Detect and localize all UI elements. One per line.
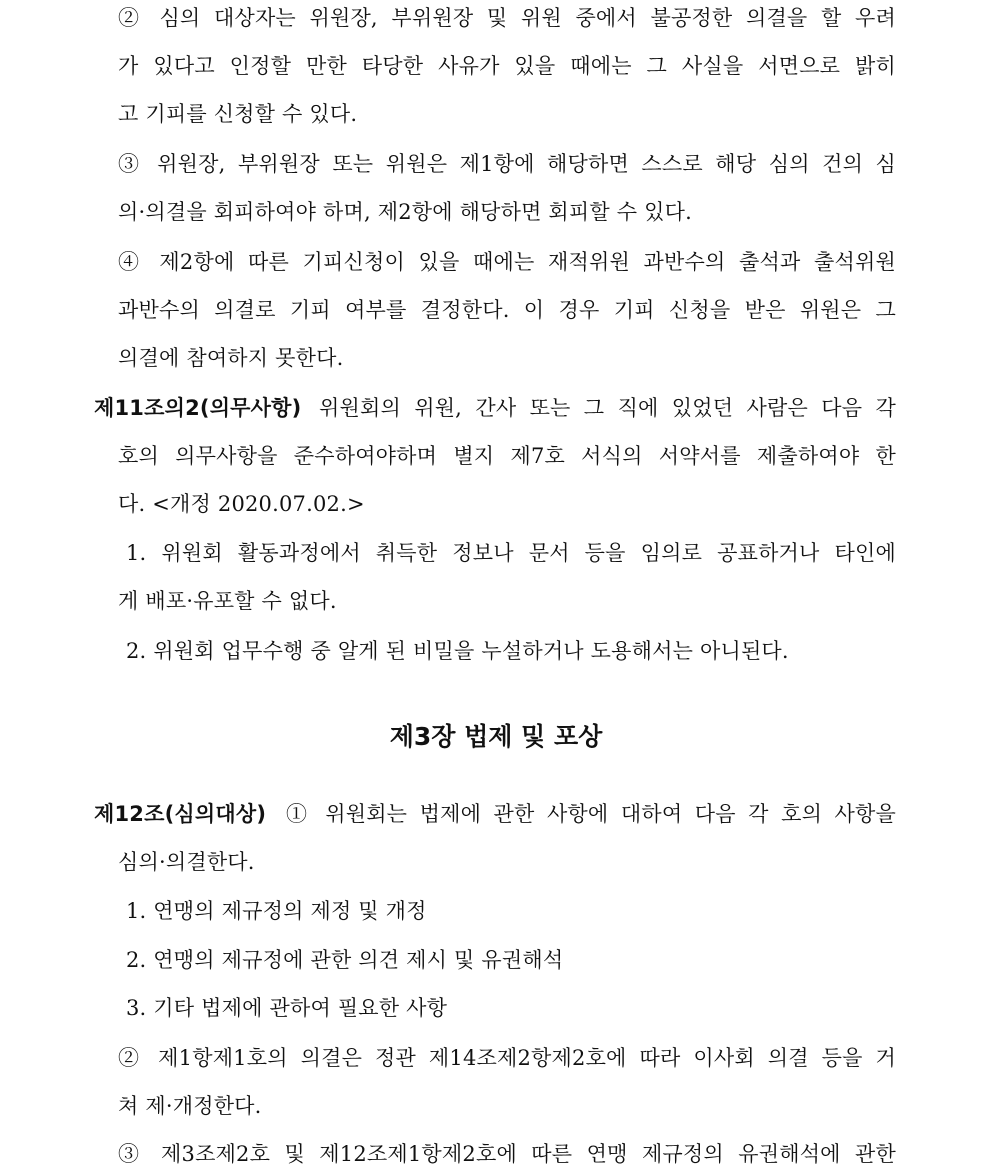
art11-para3-line1: ③ 위원장, 부위원장 또는 위원은 제1항에 해당하면 스스로 해당 심의 건의 심 xyxy=(118,152,896,176)
art11-para2-line2: 가 있다고 인정할 만한 타당한 사유가 있을 때에는 그 사실을 서면으로 밝히 xyxy=(118,54,896,78)
art11-2-line2: 호의 의무사항을 준수하여야하며 별지 제7호 서식의 서약서를 제출하여야 한 xyxy=(118,444,896,468)
art12-item1: 1. 연맹의 제규정의 제정 및 개정 xyxy=(126,899,427,923)
article-heading: 제12조(심의대상) xyxy=(94,802,267,826)
art12-item3: 3. 기타 법제에 관하여 필요한 사항 xyxy=(126,996,448,1020)
art11-2-item1-line1: 1. 위원회 활동과정에서 취득한 정보나 문서 등을 임의로 공표하거나 타인에 xyxy=(126,541,896,565)
art11-para4-line3: 의결에 참여하지 못한다. xyxy=(118,346,344,370)
art11-2-first-line xyxy=(94,396,896,422)
art11-para2-line1: ② 심의 대상자는 위원장, 부위원장 및 위원 중에서 불공정한 의결을 할 우려 xyxy=(118,6,896,30)
art11-para2-line3: 고 기피를 신청할 수 있다. xyxy=(118,102,358,126)
art11-2-line1: 위원회의 위원, 간사 또는 그 직에 있었던 사람은 다음 각 xyxy=(319,396,896,420)
art11-2-line3: 다. <개정 2020.07.02.> xyxy=(118,492,365,516)
art11-2-item2: 2. 위원회 업무수행 중 알게 된 비밀을 누설하거나 도용해서는 아니된다. xyxy=(126,639,789,663)
art12-line1: ① 위원회는 법제에 관한 사항에 대하여 다음 각 호의 사항을 xyxy=(286,802,896,826)
art12-line2: 심의·의결한다. xyxy=(118,850,255,874)
art12-para3-line1: ③ 제3조제2호 및 제12조제1항제2호에 따른 연맹 제규정의 유권해석에 관한 xyxy=(118,1142,896,1166)
art11-para4-line2: 과반수의 의결로 기피 여부를 결정한다. 이 경우 기피 신청을 받은 위원은 그 xyxy=(118,298,896,322)
art11-para4-line1: ④ 제2항에 따른 기피신청이 있을 때에는 재적위원 과반수의 출석과 출석위원 xyxy=(118,250,896,274)
chapter-title: 제3장 법제 및 포상 xyxy=(389,722,603,751)
art11-para3-line2: 의·의결을 회피하여야 하며, 제2항에 해당하면 회피할 수 있다. xyxy=(118,200,692,224)
art12-item2: 2. 연맹의 제규정에 관한 의견 제시 및 유권해석 xyxy=(126,948,564,972)
art12-para2-line2: 쳐 제·개정한다. xyxy=(118,1094,262,1118)
art12-para2-line1: ② 제1항제1호의 의결은 정관 제14조제2항제2호에 따라 이사회 의결 등을 거 xyxy=(118,1046,896,1070)
article-heading: 제11조의2(의무사항) xyxy=(94,396,302,420)
art11-2-item1-line2: 게 배포·유포할 수 없다. xyxy=(118,589,337,613)
art12-first-line xyxy=(94,802,896,828)
